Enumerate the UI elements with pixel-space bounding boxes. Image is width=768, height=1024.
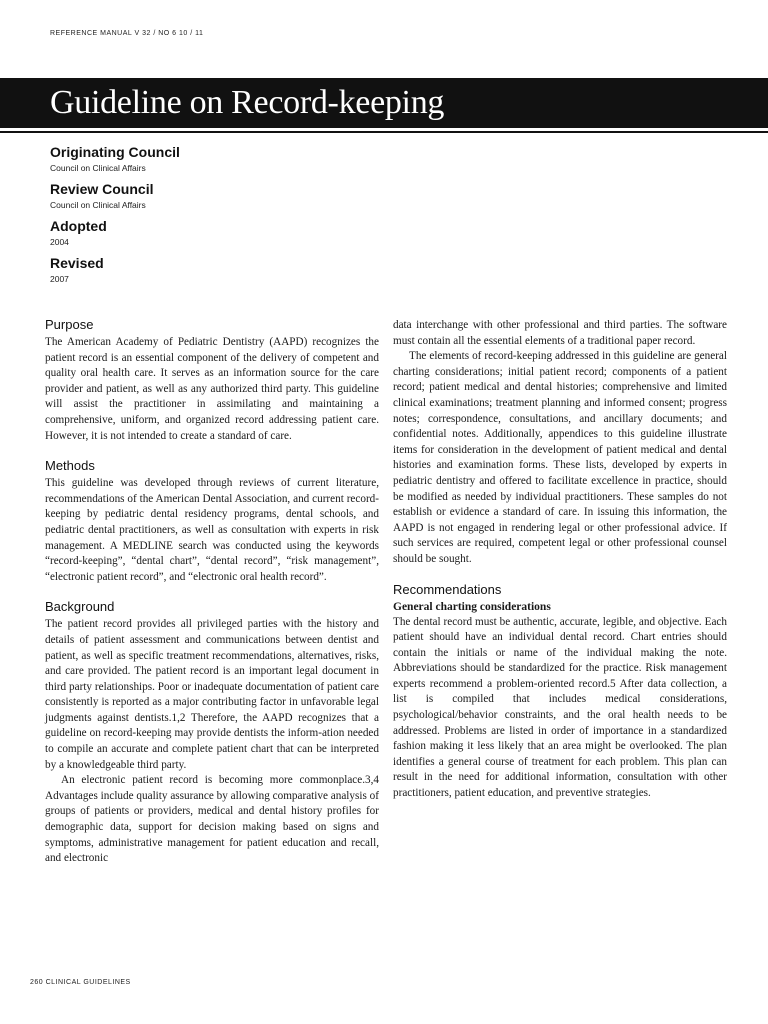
page-title: Guideline on Record-keeping <box>50 84 445 121</box>
general-charting-text: The dental record must be authentic, accurate, legible, and objective. Each patient should have an individual dental record. Chart entries should contain the initials or name of the individual making the note. Abbreviations should be standardized for the practice. Risk management experts recommend a problem-oriented record.5 After data collection, a list is compiled that includes medical considerations, psychological/behavior constraints, and the oral health needs to be addressed. Problems are listed in order of importance in a standardized fashion making it less likely that an area might be overlooked. The plan identifies a general course of treatment for each problem. This plan can result in the need for additional information, consultation with other practitioners, patient education, and preventive strategies. <box>393 615 727 800</box>
purpose-heading: Purpose <box>45 317 94 332</box>
adopted-value: 2004 <box>50 237 69 247</box>
running-head: REFERENCE MANUAL V 32 / NO 6 10 / 11 <box>50 30 204 37</box>
methods-text: This guideline was developed through reviews of current literature, recommendations of the American Dental Association, and current record-keeping by pediatric dental residency programs, dental schools, and pediatric dental practitioners, as well as consultation with experts in risk management. A MEDLINE search was conducted using the keywords “record-keeping”, “dental chart”, “dental record”, “risk management”, “electronic patient record”, and “electronic oral health record”. <box>45 477 379 583</box>
right-column <box>393 318 727 802</box>
originating-council-value: Council on Clinical Affairs <box>50 163 146 173</box>
background-paragraph-2: An electronic patient record is becoming more commonplace.3,4 Advantages include quality assurance by allowing comparative analysis of groups of patients or providers, medical and dental history profiles for demographic data, support for decision making based on signs and symptoms, administrative management for patient education and recall, and electronic <box>45 774 379 865</box>
adopted-label: Adopted <box>50 218 107 234</box>
left-column <box>45 316 379 867</box>
revised-value: 2007 <box>50 274 69 284</box>
title-bar <box>0 78 768 128</box>
background-continued: data interchange with other professional and third parties. The software must contain all the essential elements of a traditional paper record. <box>393 319 727 347</box>
methods-heading: Methods <box>45 458 95 474</box>
review-council-label: Review Council <box>50 181 154 197</box>
originating-council <box>50 142 350 174</box>
background-paragraph-1: The patient record provides all privileged parties with the history and details of patient assessment and communications between dentist and patient, as well as specific treatment recommendations, alternatives, risks, and care provided. The patient record is an important legal document in third party relationships. Poor or inadequate documentation of patient care consistently is reported as a major contributing factor in unfavorable legal judgments against dentists.1,2 Therefore, the AAPD recognizes that a guideline on record-keeping may provide dentists the inform-ation needed to compile an accurate and complete patient chart that can be interpreted by a knowledgeable third party. <box>45 618 379 771</box>
purpose-text: The American Academy of Pediatric Dentistry (AAPD) recognizes the patient record is an essential component of the delivery of competent and quality oral health care. It serves as an information source for the care provider and patient, as well as any authorized third party. This guideline will assist the practitioner in assimilating and maintaining a comprehensive, uniform, and organized record addressing patient care. However, it is not intended to create a standard of care. <box>45 336 379 442</box>
revised-label: Revised <box>50 255 104 271</box>
revised <box>50 253 350 285</box>
meta-info <box>50 142 350 290</box>
page-footer: 260 CLINICAL GUIDELINES <box>30 979 131 986</box>
general-charting-subheading: General charting considerations <box>393 600 551 613</box>
recommendations-heading: Recommendations <box>393 581 502 597</box>
title-rule <box>0 131 768 133</box>
elements-paragraph: The elements of record-keeping addressed in this guideline are general charting considerations; initial patient record; components of a patient record; patient medical and dental histories; comprehensive and limited clinical examinations; treatment planning and informed consent; progress notes; correspondence, consultations, and ancillary documents; and confidential notes. Additionally, appendices to this guideline illustrate items for consideration in the development of patient medical and dental histories and examination forms. These lists, developed by experts in pediatric dentistry and offered to facilitate excellence in practice, should be modified as needed by individual practitioners. These samples do not establish or evidence a standard of care. In issuing this information, the AAPD is not engaged in rendering legal or other professional advice. If such services are required, competent legal or other professional counsel should be sought. <box>393 350 727 565</box>
background-heading: Background <box>45 599 115 615</box>
review-council-value: Council on Clinical Affairs <box>50 200 146 210</box>
originating-council-label: Originating Council <box>50 144 180 160</box>
adopted <box>50 216 350 248</box>
review-council <box>50 179 350 211</box>
